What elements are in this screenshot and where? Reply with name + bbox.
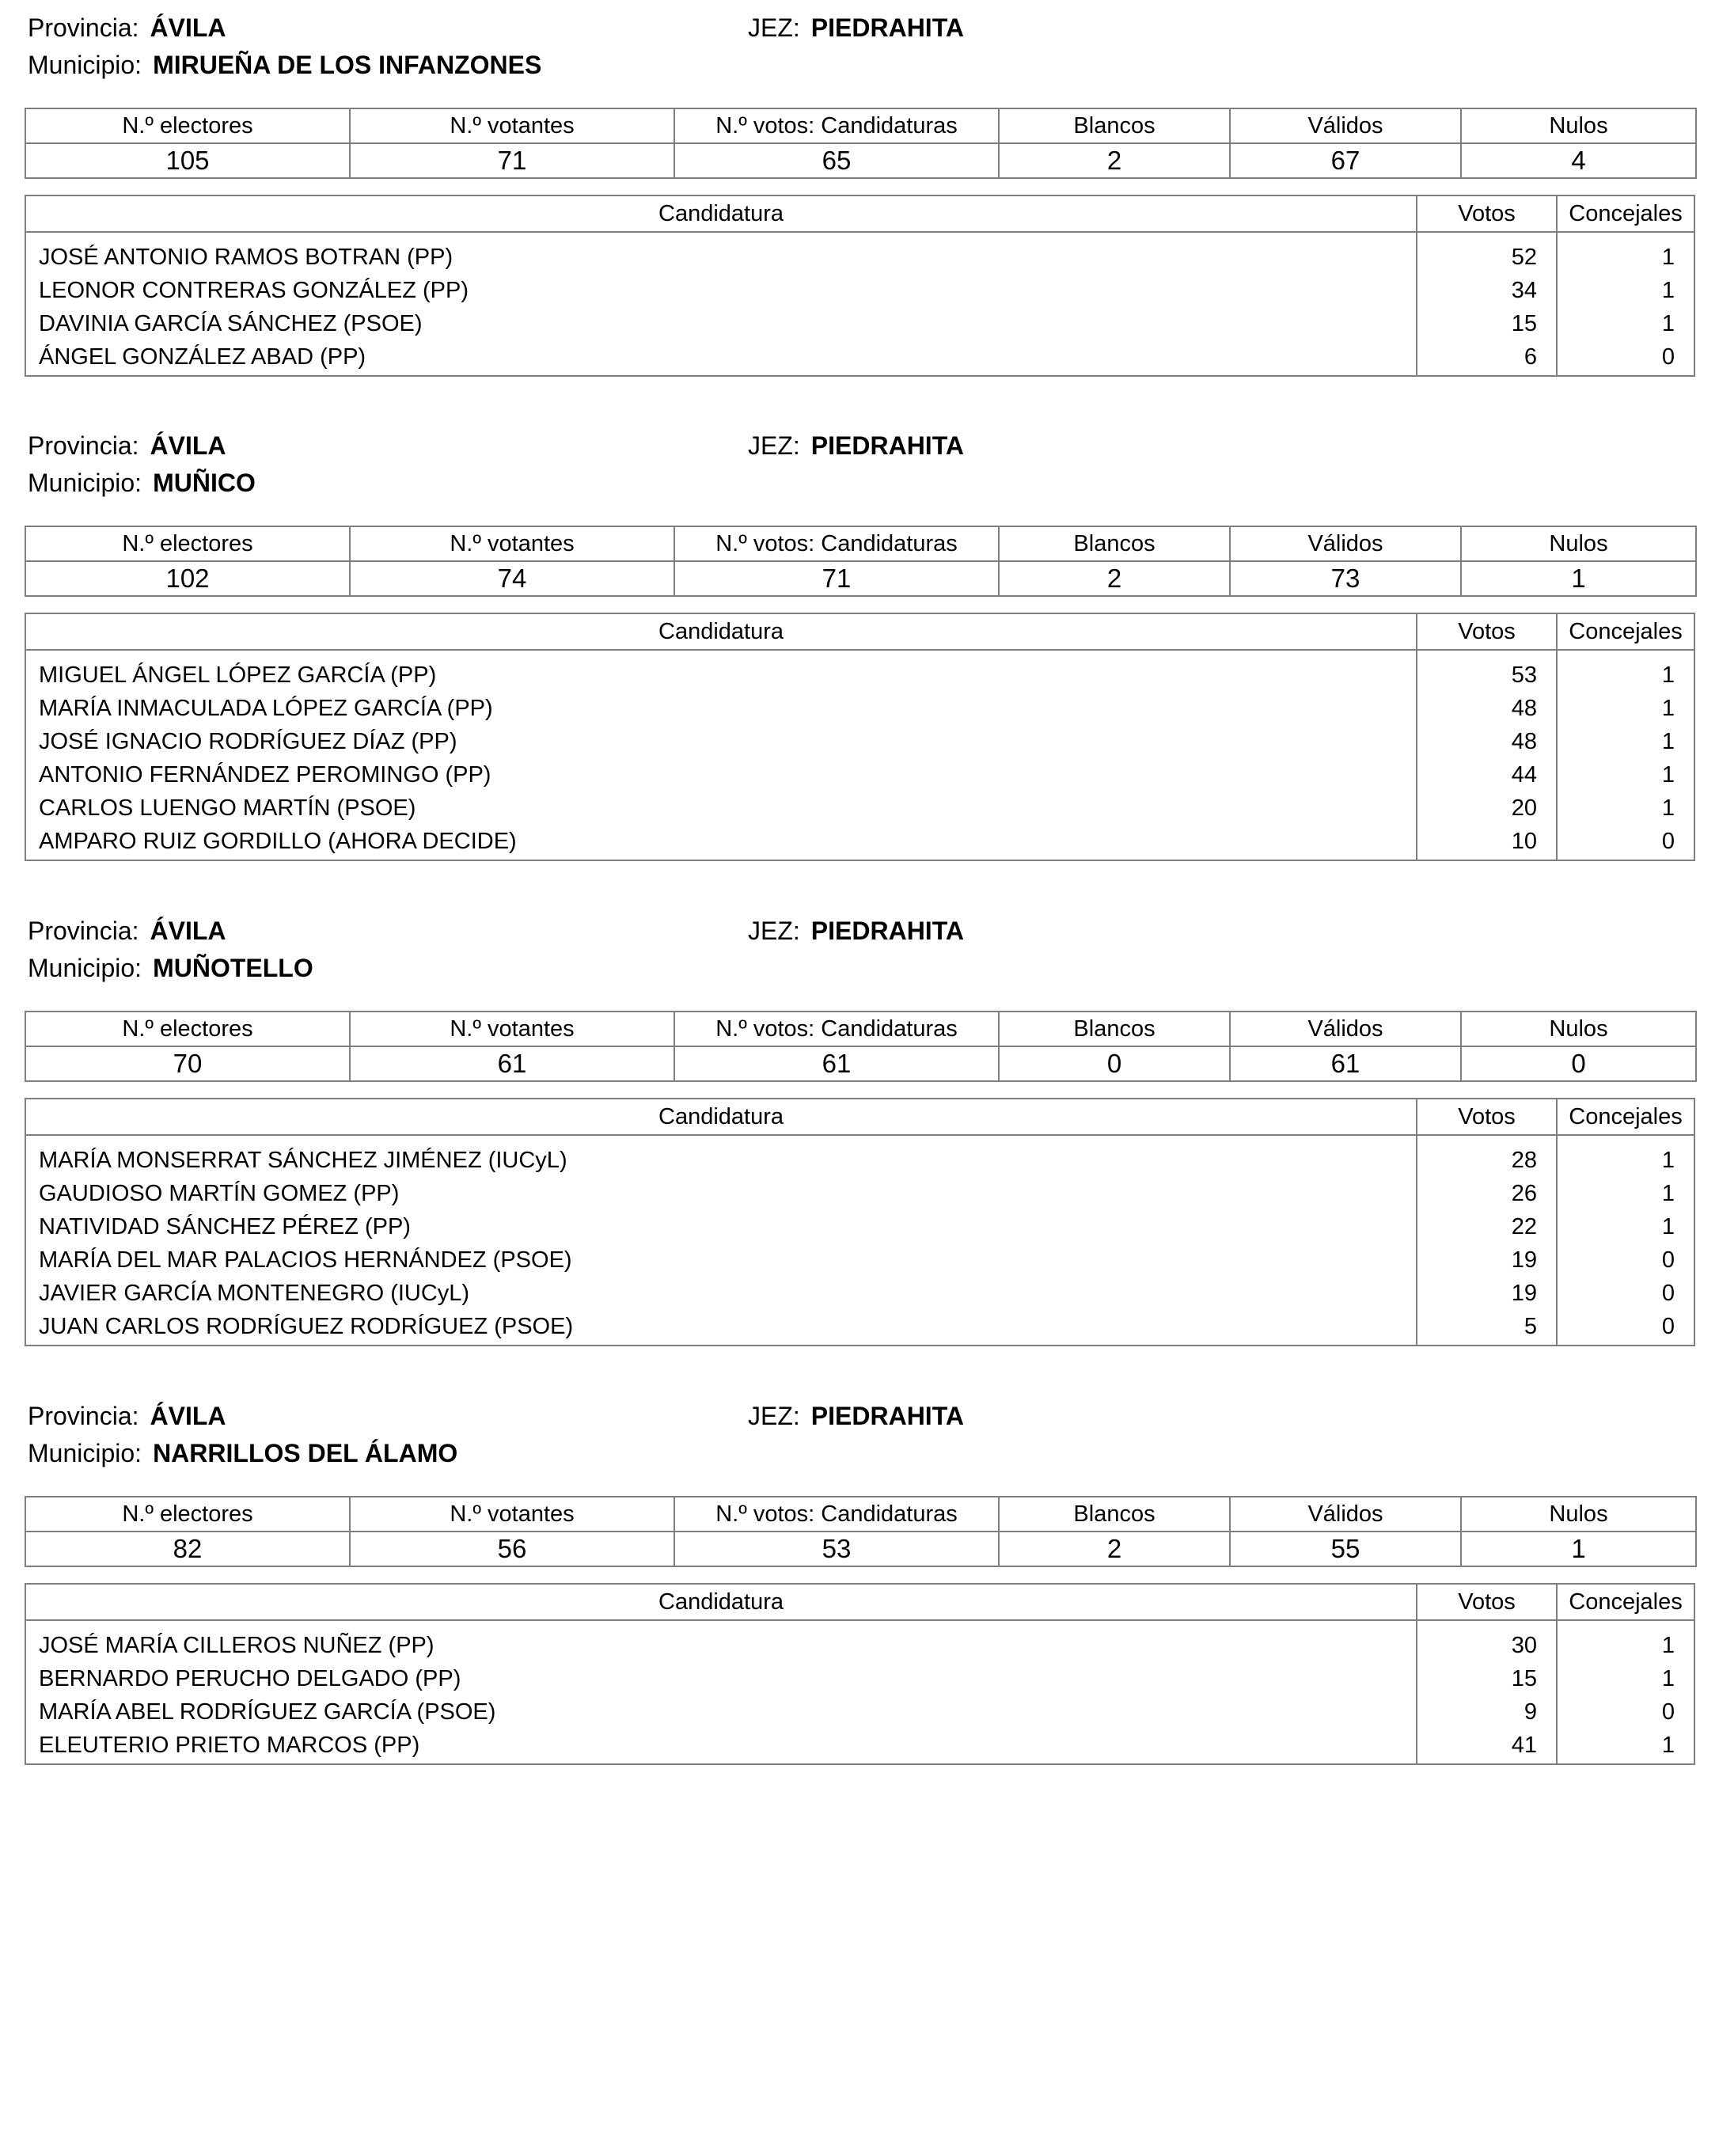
summary-header-blancos: Blancos — [999, 526, 1230, 561]
candidate-councillors: 1 — [1661, 729, 1675, 754]
provincia-value: ÁVILA — [150, 1402, 226, 1430]
candidate-votes: 41 — [1511, 1733, 1537, 1758]
summary-value-nulos: 4 — [1461, 143, 1696, 178]
summary-header-row — [25, 108, 1696, 143]
summary-header-nulos: Nulos — [1461, 108, 1696, 143]
summary-value-electores: 102 — [25, 561, 350, 596]
candidate-votes: 6 — [1524, 344, 1537, 370]
candidate-votes: 20 — [1511, 795, 1537, 821]
summary-value-votantes: 56 — [350, 1532, 674, 1566]
jez-value: PIEDRAHITA — [810, 13, 964, 42]
summary-value-votos-candidaturas: 71 — [674, 561, 999, 596]
candidates-header-row — [26, 1585, 1694, 1621]
candidate-votes: 52 — [1511, 245, 1537, 270]
summary-value-row — [25, 143, 1696, 178]
candidate-name: LEONOR CONTRERAS GONZÁLEZ (PP) — [39, 278, 469, 303]
concejales-header: Concejales — [1569, 619, 1683, 644]
candidate-councillors: 0 — [1661, 1314, 1675, 1339]
candidate-councillors: 0 — [1661, 1247, 1675, 1273]
candidate-name: NATIVIDAD SÁNCHEZ PÉREZ (PP) — [39, 1214, 411, 1239]
summary-value-validos: 55 — [1230, 1532, 1461, 1566]
candidate-votes: 22 — [1511, 1214, 1537, 1239]
candidate-votes: 15 — [1511, 1666, 1537, 1691]
candidate-votes-column — [1417, 1621, 1558, 1763]
provincia-label: Provincia: — [28, 917, 139, 945]
candidates-body — [26, 1136, 1694, 1345]
candidate-names-column — [26, 1136, 1417, 1345]
candidate-votes: 44 — [1511, 762, 1537, 788]
candidates-body — [26, 233, 1694, 375]
summary-header-row — [25, 1497, 1696, 1532]
candidate-name: JOSÉ IGNACIO RODRÍGUEZ DÍAZ (PP) — [39, 729, 457, 754]
municipio-value: MUÑICO — [153, 469, 256, 497]
candidate-councillors: 1 — [1661, 1666, 1675, 1691]
concejales-header: Concejales — [1569, 201, 1683, 226]
candidates-body — [26, 651, 1694, 860]
summary-value-blancos: 0 — [999, 1046, 1230, 1081]
provincia-line — [28, 915, 226, 947]
candidate-councillors: 1 — [1661, 696, 1675, 721]
jez-line — [748, 430, 964, 461]
summary-header-votos-candidaturas: N.º votos: Candidaturas — [674, 526, 999, 561]
municipio-value: NARRILLOS DEL ÁLAMO — [153, 1439, 458, 1467]
summary-header-nulos: Nulos — [1461, 1012, 1696, 1046]
summary-header-nulos: Nulos — [1461, 526, 1696, 561]
candidate-name: CARLOS LUENGO MARTÍN (PSOE) — [39, 795, 416, 821]
summary-header-electores: N.º electores — [25, 108, 350, 143]
summary-header-votantes: N.º votantes — [350, 108, 674, 143]
summary-header-votantes: N.º votantes — [350, 1012, 674, 1046]
candidates-table — [25, 1583, 1695, 1765]
candidates-body — [26, 1621, 1694, 1763]
summary-value-votos-candidaturas: 61 — [674, 1046, 999, 1081]
candidate-councillors: 0 — [1661, 1699, 1675, 1725]
summary-header-blancos: Blancos — [999, 1497, 1230, 1532]
summary-value-votos-candidaturas: 65 — [674, 143, 999, 178]
summary-value-votantes: 71 — [350, 143, 674, 178]
summary-value-validos: 67 — [1230, 143, 1461, 178]
municipio-line — [28, 952, 313, 984]
votos-header: Votos — [1417, 614, 1558, 649]
candidate-name: JUAN CARLOS RODRÍGUEZ RODRÍGUEZ (PSOE) — [39, 1314, 574, 1339]
summary-header-validos: Válidos — [1230, 1012, 1461, 1046]
votos-header: Votos — [1417, 196, 1558, 231]
candidate-name: MARÍA DEL MAR PALACIOS HERNÁNDEZ (PSOE) — [39, 1247, 572, 1273]
summary-value-electores: 105 — [25, 143, 350, 178]
jez-line — [748, 915, 964, 947]
candidate-votes: 48 — [1511, 696, 1537, 721]
summary-header-validos: Válidos — [1230, 526, 1461, 561]
summary-header-votantes: N.º votantes — [350, 526, 674, 561]
summary-header-validos: Válidos — [1230, 1497, 1461, 1532]
candidate-councillors: 1 — [1661, 311, 1675, 336]
municipio-label: Municipio: — [28, 954, 142, 982]
jez-label: JEZ: — [748, 1402, 800, 1430]
summary-table — [25, 526, 1697, 597]
candidate-councillors: 1 — [1661, 1633, 1675, 1658]
jez-value: PIEDRAHITA — [810, 431, 964, 460]
provincia-line — [28, 430, 226, 461]
summary-value-blancos: 2 — [999, 561, 1230, 596]
candidate-councillors: 0 — [1661, 829, 1675, 854]
municipio-label: Municipio: — [28, 469, 142, 497]
candidate-votes: 15 — [1511, 311, 1537, 336]
candidate-councillors: 1 — [1661, 662, 1675, 688]
jez-line — [748, 1400, 964, 1432]
summary-value-blancos: 2 — [999, 143, 1230, 178]
provincia-label: Provincia: — [28, 1402, 139, 1430]
provincia-value: ÁVILA — [150, 431, 226, 460]
summary-value-votantes: 61 — [350, 1046, 674, 1081]
candidate-name: AMPARO RUIZ GORDILLO (AHORA DECIDE) — [39, 829, 517, 854]
summary-value-electores: 82 — [25, 1532, 350, 1566]
candidate-votes: 19 — [1511, 1247, 1537, 1273]
municipio-line — [28, 49, 541, 81]
provincia-label: Provincia: — [28, 431, 139, 460]
summary-table — [25, 1011, 1697, 1082]
municipio-label: Municipio: — [28, 51, 142, 79]
candidate-name: ANTONIO FERNÁNDEZ PEROMINGO (PP) — [39, 762, 491, 788]
candidate-votes: 28 — [1511, 1148, 1537, 1173]
summary-header-electores: N.º electores — [25, 1012, 350, 1046]
candidate-votes: 9 — [1524, 1699, 1537, 1725]
candidate-votes: 48 — [1511, 729, 1537, 754]
candidate-name: JOSÉ MARÍA CILLEROS NUÑEZ (PP) — [39, 1633, 434, 1658]
candidate-name: MARÍA INMACULADA LÓPEZ GARCÍA (PP) — [39, 696, 493, 721]
summary-header-validos: Válidos — [1230, 108, 1461, 143]
candidate-votes: 53 — [1511, 662, 1537, 688]
candidate-name: DAVINIA GARCÍA SÁNCHEZ (PSOE) — [39, 311, 423, 336]
municipio-label: Municipio: — [28, 1439, 142, 1467]
summary-header-row — [25, 1012, 1696, 1046]
jez-value: PIEDRAHITA — [810, 1402, 964, 1430]
candidate-names-column — [26, 233, 1417, 375]
candidate-name: MARÍA MONSERRAT SÁNCHEZ JIMÉNEZ (IUCyL) — [39, 1148, 567, 1173]
provincia-line — [28, 12, 226, 44]
summary-header-votos-candidaturas: N.º votos: Candidaturas — [674, 108, 999, 143]
candidate-councillors: 1 — [1661, 278, 1675, 303]
provincia-line — [28, 1400, 226, 1432]
summary-value-electores: 70 — [25, 1046, 350, 1081]
candidate-names-column — [26, 651, 1417, 860]
candidate-councillors: 1 — [1661, 762, 1675, 788]
candidate-name: GAUDIOSO MARTÍN GOMEZ (PP) — [39, 1181, 400, 1206]
candidate-name: ELEUTERIO PRIETO MARCOS (PP) — [39, 1733, 420, 1758]
jez-label: JEZ: — [748, 431, 800, 460]
candidate-votes: 5 — [1524, 1314, 1537, 1339]
candidate-councillors-column — [1558, 1136, 1694, 1345]
summary-value-validos: 61 — [1230, 1046, 1461, 1081]
candidate-councillors-column — [1558, 651, 1694, 860]
candidate-councillors: 0 — [1661, 344, 1675, 370]
summary-value-blancos: 2 — [999, 1532, 1230, 1566]
candidatura-header: Candidatura — [26, 1585, 1417, 1619]
summary-value-validos: 73 — [1230, 561, 1461, 596]
candidate-votes: 10 — [1511, 829, 1537, 854]
candidate-name: MARÍA ABEL RODRÍGUEZ GARCÍA (PSOE) — [39, 1699, 496, 1725]
summary-header-votos-candidaturas: N.º votos: Candidaturas — [674, 1497, 999, 1532]
jez-label: JEZ: — [748, 13, 800, 42]
summary-header-electores: N.º electores — [25, 526, 350, 561]
candidatura-header: Candidatura — [26, 196, 1417, 231]
candidates-header-row — [26, 614, 1694, 651]
candidate-votes-column — [1417, 651, 1558, 860]
provincia-value: ÁVILA — [150, 917, 226, 945]
jez-label: JEZ: — [748, 917, 800, 945]
candidates-table — [25, 1098, 1695, 1346]
municipio-value: MUÑOTELLO — [153, 954, 313, 982]
concejales-header: Concejales — [1569, 1589, 1683, 1615]
candidate-councillors: 1 — [1661, 1214, 1675, 1239]
summary-value-row — [25, 561, 1696, 596]
candidate-name: BERNARDO PERUCHO DELGADO (PP) — [39, 1666, 461, 1691]
candidate-councillors: 1 — [1661, 795, 1675, 821]
candidate-councillors: 1 — [1661, 1181, 1675, 1206]
summary-value-nulos: 0 — [1461, 1046, 1696, 1081]
summary-value-votos-candidaturas: 53 — [674, 1532, 999, 1566]
candidate-name: JOSÉ ANTONIO RAMOS BOTRAN (PP) — [39, 245, 453, 270]
candidates-header-row — [26, 196, 1694, 233]
candidate-councillors-column — [1558, 233, 1694, 375]
candidate-councillors: 1 — [1661, 1733, 1675, 1758]
candidatura-header: Candidatura — [26, 614, 1417, 649]
candidate-names-column — [26, 1621, 1417, 1763]
summary-header-nulos: Nulos — [1461, 1497, 1696, 1532]
provincia-label: Provincia: — [28, 13, 139, 42]
candidatura-header: Candidatura — [26, 1099, 1417, 1134]
jez-value: PIEDRAHITA — [810, 917, 964, 945]
candidate-votes-column — [1417, 233, 1558, 375]
candidate-councillors: 1 — [1661, 245, 1675, 270]
candidate-votes: 19 — [1511, 1281, 1537, 1306]
candidate-councillors-column — [1558, 1621, 1694, 1763]
provincia-value: ÁVILA — [150, 13, 226, 42]
summary-value-nulos: 1 — [1461, 1532, 1696, 1566]
municipio-line — [28, 1437, 457, 1469]
candidate-votes-column — [1417, 1136, 1558, 1345]
candidate-votes: 26 — [1511, 1181, 1537, 1206]
votos-header: Votos — [1417, 1099, 1558, 1134]
votos-header: Votos — [1417, 1585, 1558, 1619]
summary-header-row — [25, 526, 1696, 561]
summary-value-votantes: 74 — [350, 561, 674, 596]
summary-value-row — [25, 1046, 1696, 1081]
candidate-name: JAVIER GARCÍA MONTENEGRO (IUCyL) — [39, 1281, 470, 1306]
summary-header-votantes: N.º votantes — [350, 1497, 674, 1532]
summary-header-blancos: Blancos — [999, 1012, 1230, 1046]
candidate-councillors: 0 — [1661, 1281, 1675, 1306]
concejales-header: Concejales — [1569, 1104, 1683, 1129]
summary-table — [25, 1496, 1697, 1567]
municipio-value: MIRUEÑA DE LOS INFANZONES — [153, 51, 542, 79]
jez-line — [748, 12, 964, 44]
summary-header-electores: N.º electores — [25, 1497, 350, 1532]
candidate-councillors: 1 — [1661, 1148, 1675, 1173]
summary-table — [25, 108, 1697, 179]
summary-value-row — [25, 1532, 1696, 1566]
candidate-votes: 34 — [1511, 278, 1537, 303]
candidate-name: MIGUEL ÁNGEL LÓPEZ GARCÍA (PP) — [39, 662, 437, 688]
summary-header-blancos: Blancos — [999, 108, 1230, 143]
candidate-name: ÁNGEL GONZÁLEZ ABAD (PP) — [39, 344, 366, 370]
candidates-table — [25, 613, 1695, 861]
summary-value-nulos: 1 — [1461, 561, 1696, 596]
municipio-line — [28, 467, 256, 499]
candidates-header-row — [26, 1099, 1694, 1136]
candidate-votes: 30 — [1511, 1633, 1537, 1658]
candidates-table — [25, 195, 1695, 377]
summary-header-votos-candidaturas: N.º votos: Candidaturas — [674, 1012, 999, 1046]
